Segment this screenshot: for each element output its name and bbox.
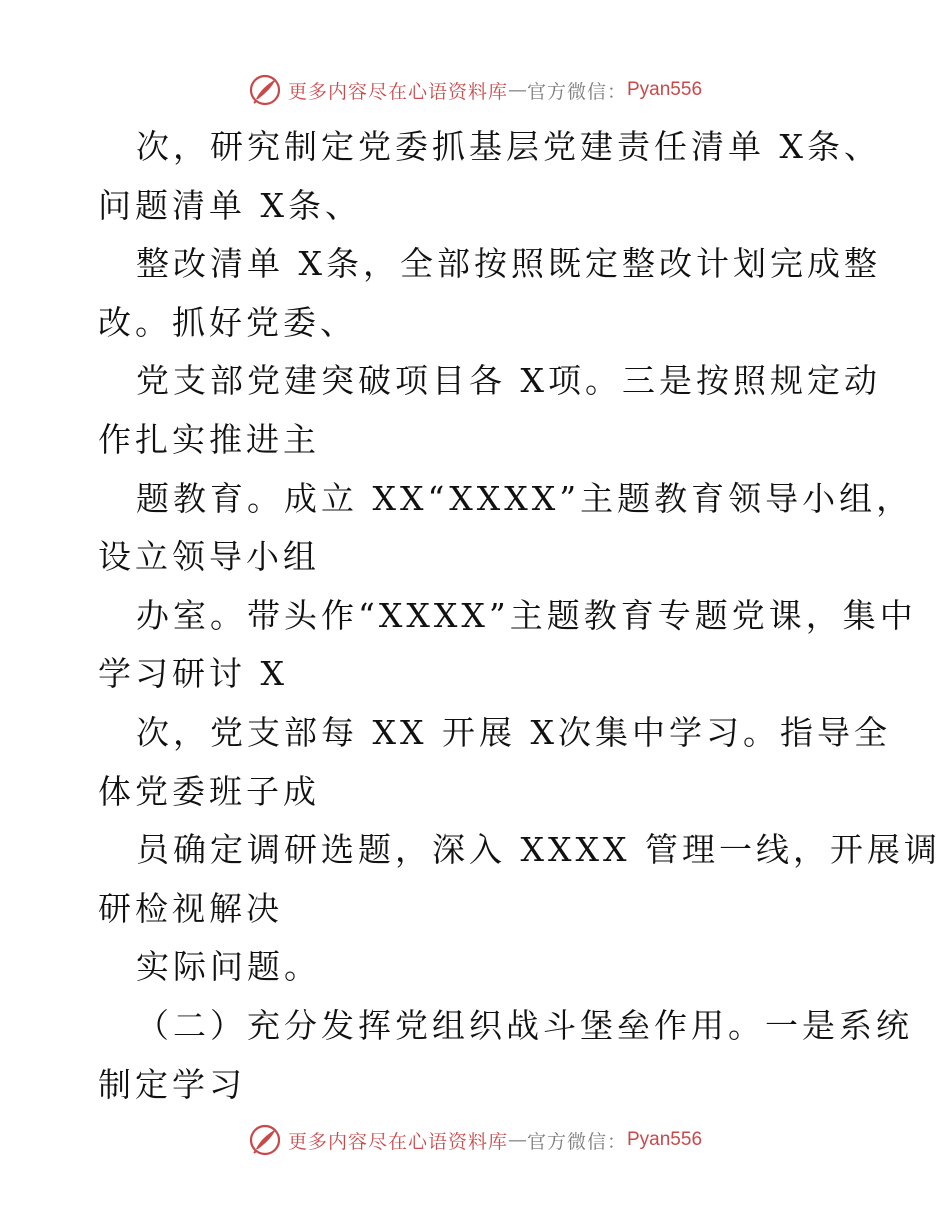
- text-line-13: 员确定调研选题，深入 XXXX 管理一线，开展调: [136, 830, 941, 870]
- watermark-main-text: 更多内容尽在心语资料库: [287, 1130, 508, 1153]
- text-line-14: 研检视解决: [98, 888, 283, 928]
- text-line-17: 制定学习: [98, 1064, 246, 1104]
- text-line-15: 实际问题。: [136, 947, 321, 987]
- watermark-main-text: 更多内容尽在心语资料库: [287, 80, 508, 103]
- text-line-9: 办室。带头作“XXXX”主题教育专题党课，集中: [136, 595, 917, 635]
- watermark-dash: —: [507, 1129, 527, 1151]
- text-line-4: 改。抓好党委、: [98, 302, 357, 342]
- watermark-sub-text: 官方微信：: [526, 1130, 627, 1153]
- text-line-10: 学习研讨 X: [98, 654, 288, 694]
- watermark-id-text: Pyan556: [627, 79, 703, 100]
- text-line-2: 问题清单 X条、: [98, 185, 362, 225]
- quill-pen-logo-icon: [248, 73, 282, 107]
- watermark-id-text: Pyan556: [627, 1129, 703, 1150]
- text-line-6: 作扎实推进主: [98, 419, 320, 459]
- text-line-5: 党支部党建突破项目各 X项。三是按照规定动: [136, 361, 881, 401]
- text-line-11: 次，党支部每 XX 开展 X次集中学习。指导全: [136, 712, 891, 752]
- text-line-16: （二）充分发挥党组织战斗堡垒作用。一是系统: [136, 1005, 913, 1045]
- footer-watermark: [0, 1120, 950, 1160]
- watermark-dash: —: [507, 79, 527, 101]
- watermark-sub-text: 官方微信：: [526, 80, 627, 103]
- text-line-12: 体党委班子成: [98, 771, 320, 811]
- text-line-1: 次，研究制定党委抓基层党建责任清单 X条、: [136, 127, 881, 166]
- text-line-3: 整改清单 X条，全部按照既定整改计划完成整: [136, 244, 881, 284]
- header-watermark: [0, 70, 950, 110]
- text-line-8: 设立领导小组: [98, 537, 320, 577]
- text-line-7: 题教育。成立 XX“XXXX”主题教育领导小组，: [136, 478, 914, 518]
- document-body: [98, 118, 941, 1114]
- quill-pen-logo-icon: [248, 1123, 282, 1157]
